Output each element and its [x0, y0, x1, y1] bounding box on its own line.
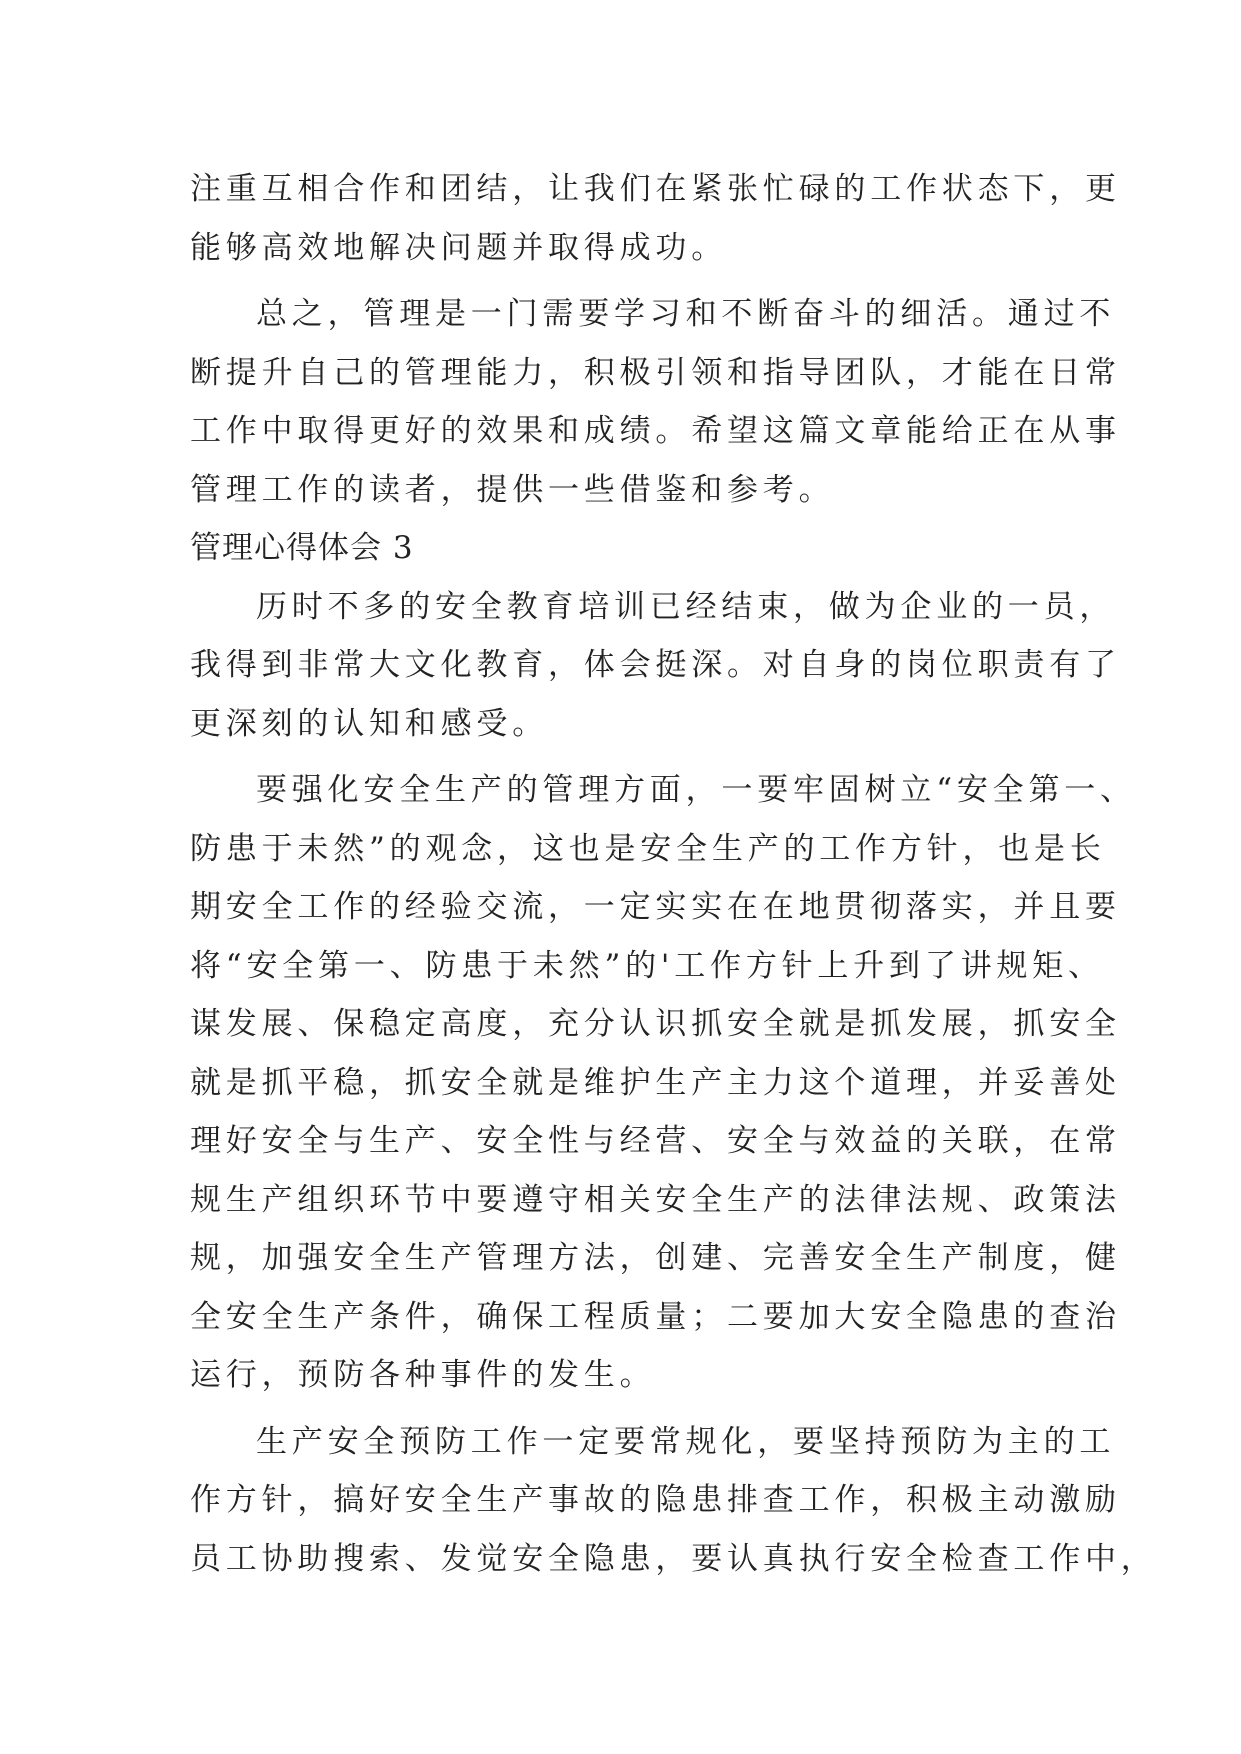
paragraph-line: 运行，预防各种事件的发生。: [190, 1357, 656, 1393]
paragraph-line: 注重互相合作和团结，让我们在紧张忙碌的工作状态下，更: [190, 171, 1121, 207]
paragraph-line: 防患于未然”的观念，这也是安全生产的工作方针，也是长: [190, 830, 1106, 867]
paragraph-line: 谋发展、保稳定高度，充分认识抓安全就是抓发展，抓安全: [190, 1006, 1121, 1042]
paragraph-line: 要强化安全生产的管理方面，一要牢固树立“安全第一、: [256, 772, 1136, 808]
paragraph-line: 员工协助搜索、发觉安全隐患，要认真执行安全检查工作中，: [190, 1540, 1157, 1577]
paragraph-line: 作方针，搞好安全生产事故的隐患排查工作，积极主动激励: [190, 1482, 1121, 1518]
paragraph-line: 全安全生产条件，确保工程质量；二要加大安全隐患的查治: [190, 1298, 1121, 1335]
paragraph-line: 将“安全第一、防患于未然”的'工作方针上升到了讲规矩、: [190, 947, 1104, 984]
paragraph-line: 规生产组织环节中要遵守相关安全生产的法律法规、政策法: [190, 1181, 1121, 1218]
paragraph-line: 历时不多的安全教育培训已经结束，做为企业的一员，: [256, 588, 1116, 625]
paragraph-line: 期安全工作的经验交流，一定实实在在地贯彻落实，并且要: [190, 889, 1121, 925]
paragraph-line: 能够高效地解决问题并取得成功。: [190, 229, 727, 266]
paragraph-line: 管理工作的读者，提供一些借鉴和参考。: [190, 471, 835, 508]
paragraph-line: 断提升自己的管理能力，积极引领和指导团队，才能在日常: [190, 354, 1121, 391]
paragraph-line: 更深刻的认知和感受。: [190, 705, 548, 742]
paragraph-line: 规，加强安全生产管理方法，创建、完善安全生产制度，健: [190, 1240, 1121, 1276]
paragraph-line: 就是抓平稳，抓安全就是维护生产主力这个道理，并妥善处: [190, 1064, 1121, 1101]
document-body: [190, 160, 1157, 1588]
paragraph-line: 生产安全预防工作一定要常规化，要坚持预防为主的工: [256, 1423, 1116, 1460]
paragraph-line: 总之，管理是一门需要学习和不断奋斗的细活。通过不: [256, 296, 1116, 332]
paragraph-line: 我得到非常大文化教育，体会挺深。对自身的岗位职责有了: [190, 647, 1121, 683]
section-heading: 管理心得体会 3: [190, 530, 414, 566]
paragraph-line: 工作中取得更好的效果和成绩。希望这篇文章能给正在从事: [190, 413, 1121, 449]
paragraph-line: 理好安全与生产、安全性与经营、安全与效益的关联，在常: [190, 1123, 1121, 1159]
